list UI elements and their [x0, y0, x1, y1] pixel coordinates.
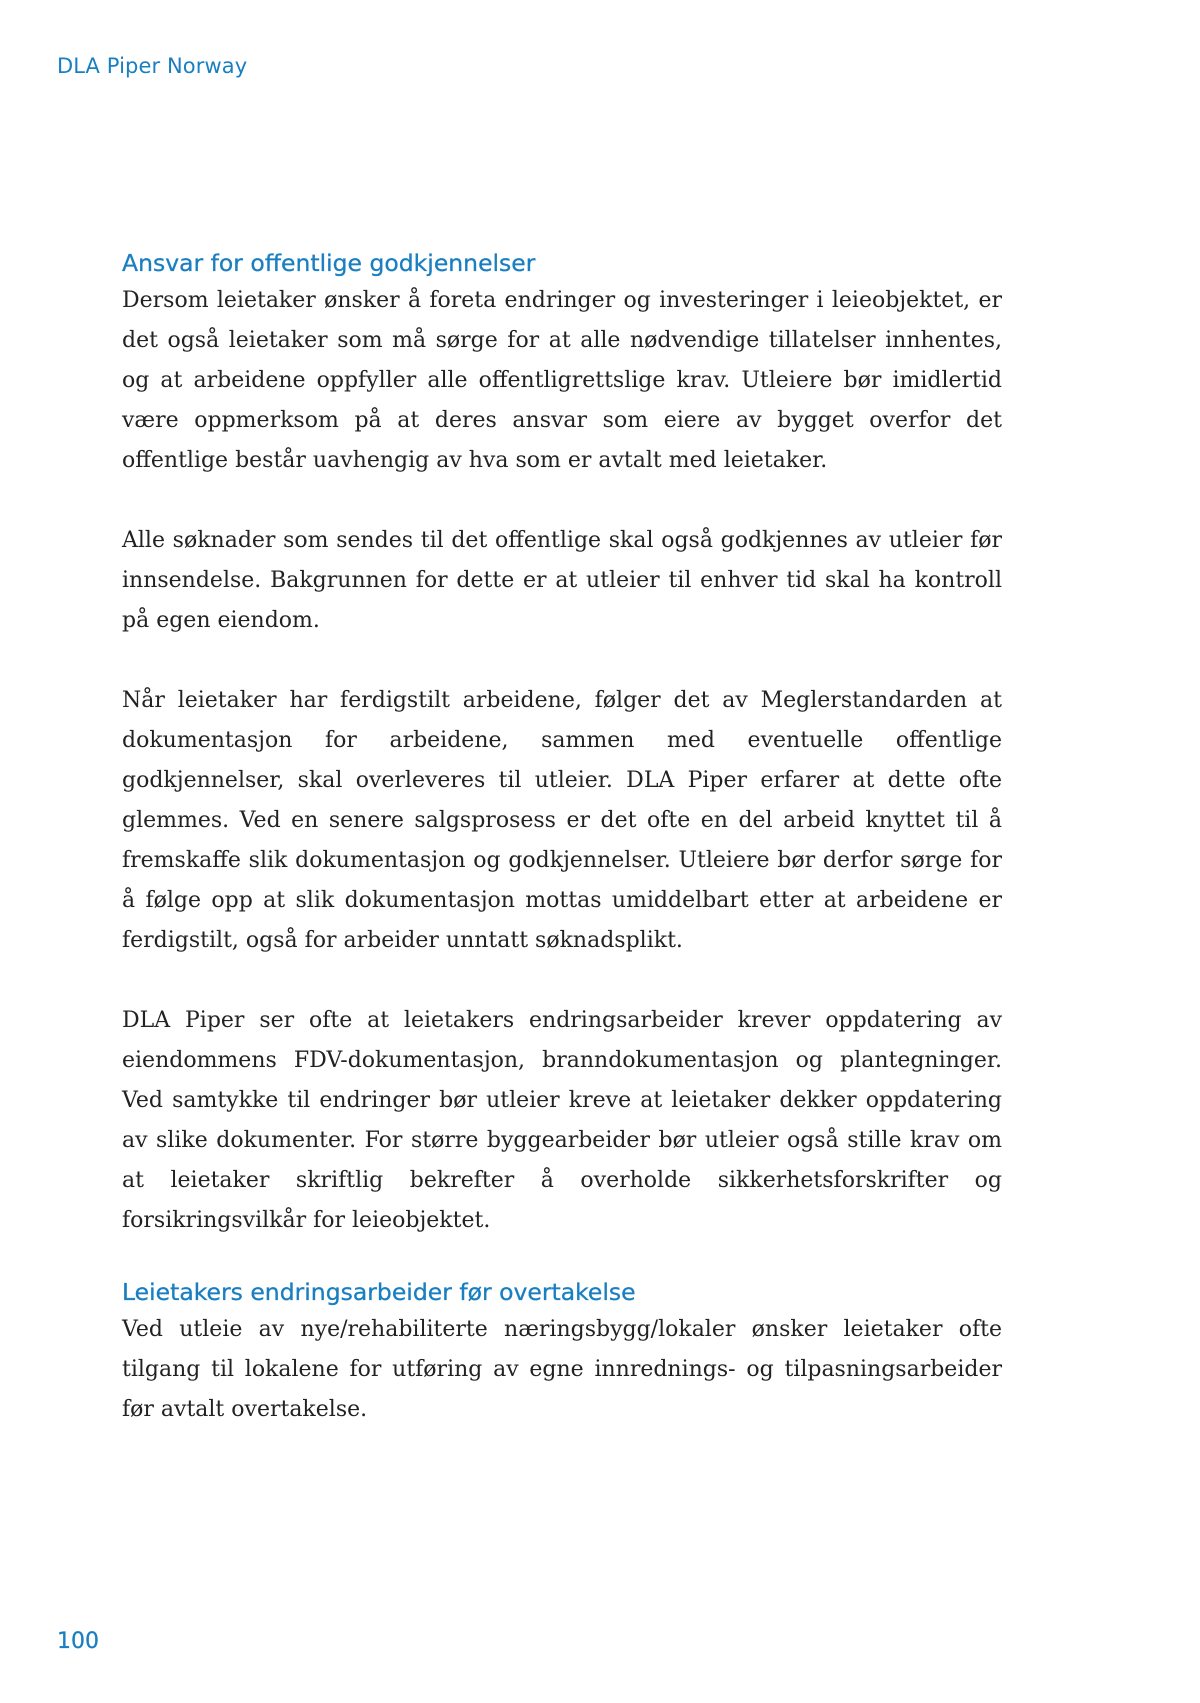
- running-header: DLA Piper Norway: [57, 54, 248, 78]
- paragraph-spacer: [122, 1241, 1002, 1274]
- section-heading: Leietakers endringsarbeider før overtakelse: [122, 1278, 636, 1306]
- paragraph-spacer: [122, 641, 1002, 681]
- body-paragraph: DLA Piper ser ofte at leietakers endringsarbeider krever oppdatering av eiendommens FDV-dokumentasjon, branndokumentasjon og plantegninger. Ved samtykke til endringer bør utleier kreve at leietaker dekker oppdatering av slike dokumenter. For større byggearbeider bør utleier også stille krav om at leietaker skriftlig bekrefter å overholde sikkerhetsforskrifter og forsikringsvilkår for leieobjektet.: [122, 1008, 1002, 1233]
- body-paragraph: Dersom leietaker ønsker å foreta endringer og investeringer i leieobjektet, er det også leietaker som må sørge for at alle nødvendige tillatelser innhentes, og at arbeidene oppfyller alle offentligrettslige krav. Utleiere bør imidlertid være oppmerksom på at deres ansvar som eiere av bygget overfor det offentlige består uavhengig av hva som er avtalt med leietaker.: [122, 288, 1002, 473]
- paragraph-spacer: [122, 481, 1002, 521]
- body-paragraph: Alle søknader som sendes til det offentlige skal også godkjennes av utleier før innsendelse. Bakgrunnen for dette er at utleier til enhver tid skal ha kontroll på egen eiendom.: [122, 528, 1002, 633]
- section-heading: Ansvar for offentlige godkjennelser: [122, 249, 536, 277]
- body-paragraph: Når leietaker har ferdigstilt arbeidene, følger det av Meglerstandarden at dokumentasjon for arbeidene, sammen med eventuelle offentlige godkjennelser, skal overleveres til utleier. DLA Piper erfarer at dette ofte glemmes. Ved en senere salgsprosess er det ofte en del arbeid knyttet til å fremskaffe slik dokumentasjon og godkjennelser. Utleiere bør derfor sørge for å følge opp at slik dokumentasjon mottas umiddelbart etter at arbeidene er ferdigstilt, også for arbeider unntatt søknadsplikt.: [122, 688, 1002, 953]
- body-paragraph: Ved utleie av nye/rehabiliterte næringsbygg/lokaler ønsker leietaker ofte tilgang til lokalene for utføring av egne innrednings- og tilpasningsarbeider før avtalt overtakelse.: [122, 1317, 1002, 1422]
- paragraph-spacer: [122, 961, 1002, 1001]
- page-number: 100: [57, 1629, 99, 1654]
- page-body: [122, 245, 1002, 1430]
